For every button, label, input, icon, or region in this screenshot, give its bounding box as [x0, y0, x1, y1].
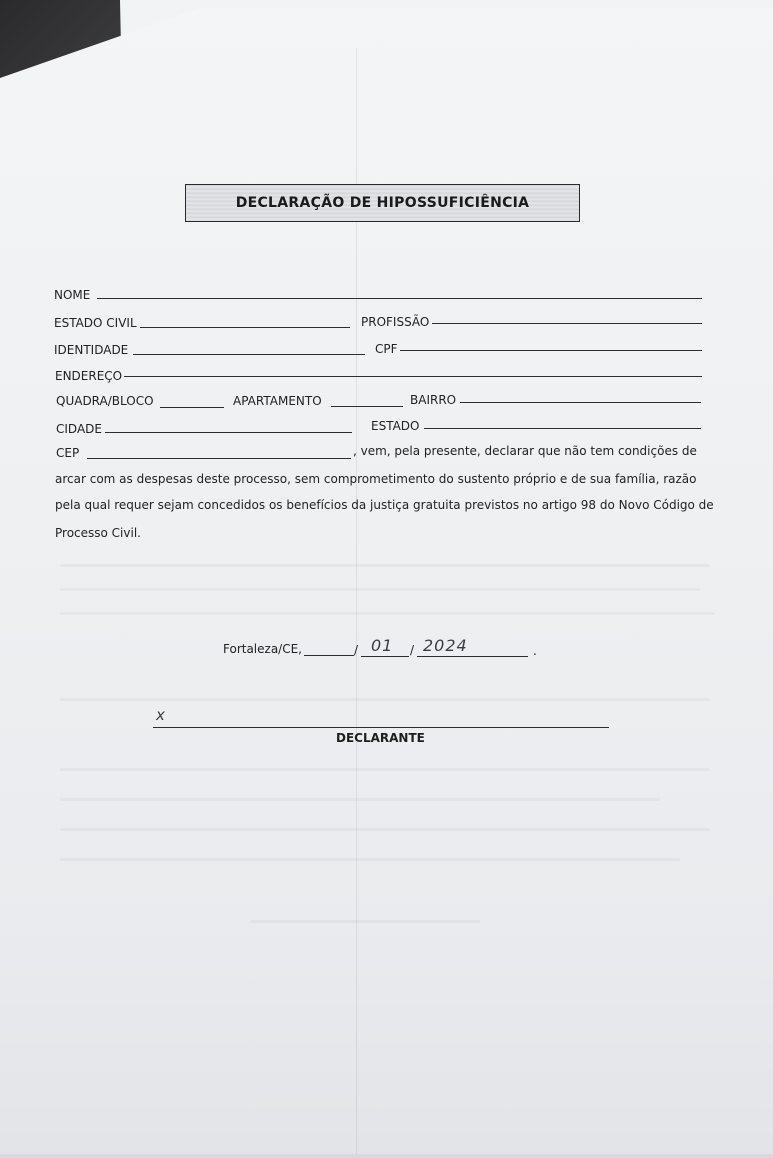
bleed-through-line	[60, 564, 710, 567]
date-end-punctuation: .	[533, 644, 537, 658]
field-profissao-line[interactable]	[432, 323, 702, 324]
bleed-through-line	[60, 588, 700, 591]
signature-mark: x	[156, 706, 166, 724]
field-endereco-line[interactable]	[124, 376, 702, 377]
document-title: DECLARAÇÃO DE HIPOSSUFICIÊNCIA	[185, 184, 580, 222]
bleed-through-line	[60, 698, 710, 701]
field-nome-line[interactable]	[97, 298, 702, 299]
label-cep: CEP	[56, 446, 80, 460]
label-apartamento: APARTAMENTO	[233, 394, 322, 408]
declaration-text-line: Processo Civil.	[55, 526, 141, 540]
label-cidade: CIDADE	[56, 422, 102, 436]
label-nome: NOME	[54, 288, 91, 302]
bleed-through-line	[60, 768, 710, 771]
field-cep-line[interactable]	[87, 458, 351, 459]
bleed-through-line	[60, 612, 715, 615]
bleed-through-line	[60, 858, 680, 861]
date-month-line[interactable]	[361, 656, 409, 657]
date-month-handwritten: 01	[371, 636, 394, 655]
label-profissao: PROFISSÃO	[361, 315, 430, 329]
label-cpf: CPF	[375, 342, 398, 356]
label-estado: ESTADO	[371, 419, 420, 433]
date-separator: /	[410, 643, 415, 657]
signature-line[interactable]	[153, 727, 609, 728]
field-identidade-line[interactable]	[133, 354, 365, 355]
field-estado-line[interactable]	[424, 428, 701, 429]
label-estado-civil: ESTADO CIVIL	[54, 316, 137, 330]
declaration-text-line: , vem, pela presente, declarar que não tem condições de	[353, 444, 697, 458]
field-quadra-bloco-line[interactable]	[160, 407, 224, 408]
field-cidade-line[interactable]	[105, 432, 352, 433]
signature-label: DECLARANTE	[336, 731, 425, 745]
field-cpf-line[interactable]	[400, 350, 702, 351]
label-identidade: IDENTIDADE	[54, 343, 129, 357]
document-page	[0, 8, 773, 1154]
label-quadra-bloco: QUADRA/BLOCO	[56, 394, 154, 408]
declaration-text-line: arcar com as despesas deste processo, sem comprometimento do sustento próprio e de sua família, razão	[55, 472, 697, 486]
field-estado-civil-line[interactable]	[140, 327, 350, 328]
date-place: Fortaleza/CE,	[223, 642, 302, 656]
field-apartamento-line[interactable]	[331, 406, 403, 407]
date-separator: /	[354, 643, 359, 657]
bleed-through-line	[250, 920, 480, 923]
bleed-through-line	[60, 798, 660, 801]
date-year-handwritten: 2024	[423, 636, 468, 655]
label-endereco: ENDEREÇO	[55, 369, 123, 383]
field-bairro-line[interactable]	[460, 402, 701, 403]
date-year-line[interactable]	[417, 656, 528, 657]
declaration-text-line: pela qual requer sejam concedidos os benefícios da justiça gratuita previstos no artigo 98 do Novo Código de	[55, 498, 714, 512]
bleed-through-line	[60, 828, 710, 831]
date-day-line[interactable]	[304, 655, 354, 656]
label-bairro: BAIRRO	[410, 393, 457, 407]
